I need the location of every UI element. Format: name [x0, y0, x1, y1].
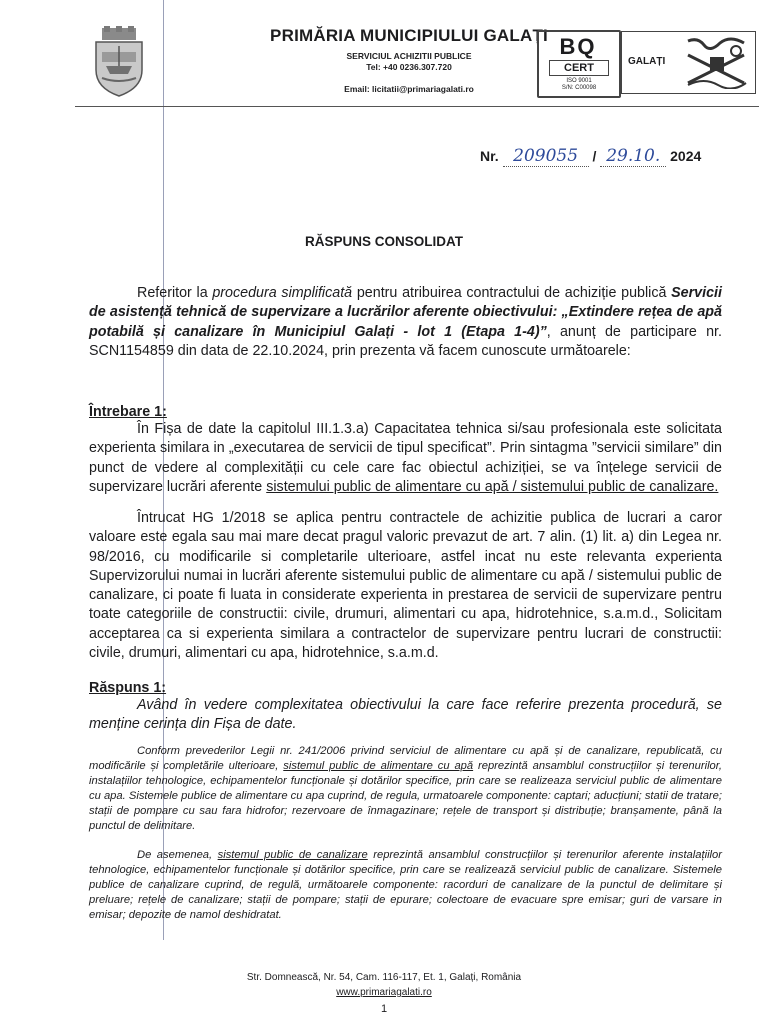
- galati-logo: [621, 31, 756, 94]
- footer-address: Str. Domnească, Nr. 54, Cam. 116-117, Et. 1, Galați, România: [246, 972, 522, 983]
- year-text: 2024: [670, 148, 702, 164]
- date-handwritten: 29.10.: [600, 146, 666, 167]
- law-note-1-underlined: sistemul public de alimentare cu apă: [283, 759, 474, 772]
- footer-website-link[interactable]: www.primariagalati.ro: [336, 987, 432, 998]
- bq-cert-text: CERT: [549, 60, 609, 76]
- bq-iso-text: ISO 9001: [566, 78, 592, 84]
- page-number: 1: [380, 1003, 388, 1015]
- document-title: RĂSPUNS CONSOLIDAT: [304, 234, 463, 249]
- nr-label: Nr.: [480, 148, 499, 164]
- service-name: SERVICIUL ACHIZITII PUBLICE: [346, 51, 472, 61]
- law-note-2-underlined: sistemul public de canalizare: [217, 849, 368, 861]
- bq-text: BQ: [559, 34, 597, 59]
- nr-handwritten: 209055: [503, 146, 589, 167]
- question-text-underlined: sistemului public de alimentare cu apă / sistemului public de canalizare.: [266, 478, 719, 495]
- procedure-type: procedura simplificată: [212, 285, 353, 301]
- question-text-1: În Fișa de date la capitolul III.1.3.a) Capacitatea tehnica si/sau profesionala este solicitata experienta similara in „executarea de servicii de tipul specificat”. Prin sintagma ”servicii similare” din punct de vedere al complexității cu cele care fac obiectul achiziției, se va înțelege servicii de supervizare lucrări aferente: [89, 421, 722, 495]
- law-note-2: [89, 848, 722, 923]
- intro-text-1: Referitor la: [137, 285, 213, 301]
- intro-text-3: , anunț de participare nr. SCN1154859 din data de 22.10.2024, prin prezenta vă facem cunoscute următoarele:: [89, 323, 722, 359]
- answer-paragraph: Având în vedere complexitatea obiectivului la care face referire prezenta procedură, se menține cerința din Fișa de date.: [89, 697, 722, 733]
- email-text: Email: licitatii@primariagalati.ro: [344, 84, 474, 94]
- galati-emblem-icon: [684, 35, 750, 89]
- document-number: [480, 146, 701, 167]
- law-note-1-text-2: reprezintă ansamblul construcțiilor și terenurilor, instalațiilor tehnologice, echipamentelor funcționale și dotărilor specifice, prin care se realizeaza serviciul public de alimentare cu apa. Sistemele publice de alimentare cu apa cuprind, de regula, urmatoarele componente: captari; aducțiuni; statii de tratare; stații de pompare cu sau fara hidrofor; rezervoare de înmagazinare; rețele de transport și distribuție; branșamente, până la punctul de delimitare.: [89, 759, 722, 832]
- intro-text-2: pentru atribuirea contractului de achiziție publică: [352, 285, 672, 301]
- bq-cert-logo: [537, 30, 621, 98]
- nr-separator: /: [592, 148, 597, 164]
- question-paragraph-1: [89, 420, 722, 497]
- contract-object: Servicii de asistență tehnică de supervizare a lucrărilor aferente obiectivului: „Extindere rețea de apă potabilă și canalizare în Municipiul Galați - lot 1 (Etapa 1-4)”: [89, 285, 722, 340]
- answer-heading: Răspuns 1:: [89, 680, 167, 696]
- law-note-2-text: De asemenea,: [137, 849, 218, 861]
- bq-sn-text: S/N: C00098: [561, 85, 597, 91]
- law-note-2-text-2: reprezintă ansamblul construcțiilor și terenurilor aferente instalațiilor tehnologice, echipamentelor funcționale și dotărilor specifice, prin care se realizează serviciul public de canalizare. Sistemele publice de canalizare cuprind, de regulă, următoarele componente: racorduri de canalizare de la punctul de delimitare și preluare; rețele de canalizare; stații de pompare; stații de epurare; colectoare de evacuare spre emisar; guri de varsare in emisar; depozite de namol deshidratat.: [89, 849, 722, 921]
- phone-text: Tel: +40 0236.307.720: [366, 62, 452, 72]
- galati-label: GALAȚI: [628, 56, 666, 67]
- law-note-1-text: Conform prevederilor Legii nr. 241/2006 privind serviciul de alimentare cu apă și de canalizare, republicată, cu modificările și completările ulterioare,: [89, 745, 722, 772]
- org-title: PRIMĂRIA MUNICIPIULUI GALAȚI: [270, 26, 548, 45]
- question-paragraph-2: Întrucat HG 1/2018 se aplica pentru contractele de achizitie publica de lucrari a caror valoare este egala sau mai mare decat pragul valoric prevazut de art. 7 alin. (1) lit. a) din Legea nr. 98/2016, cu modificarile si completarile ulterioare, astfel incat nu este relevanta experienta Supervizorului numai in lucrări aferente sistemului public de alimentare cu apă / sistemului public de canalizare, ci poate fi luata in considerate experienta in prestarea de servicii de supervizare pentru toate categoriile de constructii: civile, drumuri, alimentari cu apa, hidrotehnice, s.a.m.d., Solicitam acceptarea ca si experienta similara a contractelor de supervizare pentru lucrari de constructii: civile, drumuri, alimentari cu apa, hidrotehnice, s.a.m.d.: [89, 510, 722, 662]
- header-divider: [75, 106, 759, 107]
- question-heading: Întrebare 1:: [89, 404, 167, 420]
- intro-paragraph: [89, 284, 722, 361]
- law-note-1: [89, 744, 722, 833]
